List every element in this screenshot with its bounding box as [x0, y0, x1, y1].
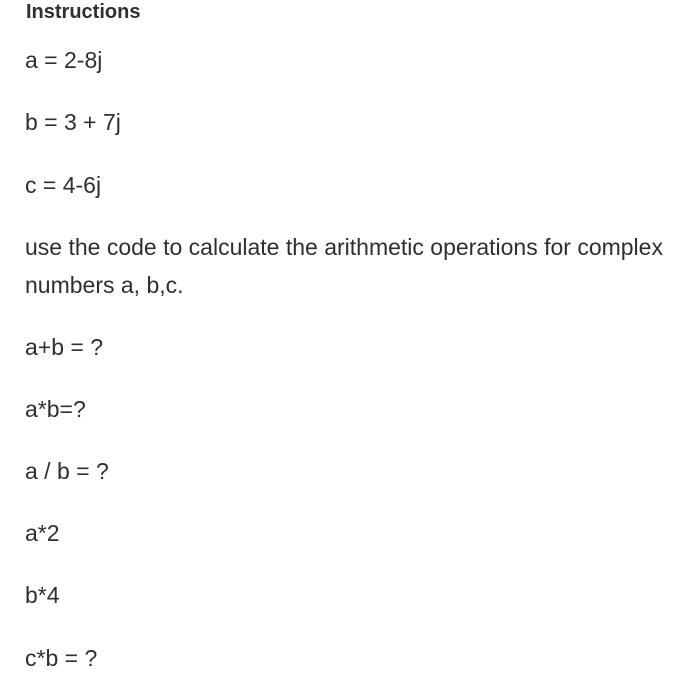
operation-a-plus-b: a+b = ?	[25, 334, 104, 360]
operation-b-times-4: b*4	[25, 582, 60, 608]
instructions-heading: Instructions	[26, 1, 141, 23]
definition-b: b = 3 + 7j	[25, 109, 121, 135]
operation-c-times-b: c*b = ?	[25, 645, 98, 671]
operation-a-div-b: a / b = ?	[25, 458, 109, 484]
operation-a-times-b: a*b=?	[25, 396, 86, 422]
operation-a-times-2: a*2	[25, 520, 60, 546]
definition-c: c = 4-6j	[25, 172, 102, 198]
definition-a: a = 2-8j	[25, 47, 103, 73]
task-description: use the code to calculate the arithmetic operations for complex numbers a, b,c.	[25, 234, 663, 298]
